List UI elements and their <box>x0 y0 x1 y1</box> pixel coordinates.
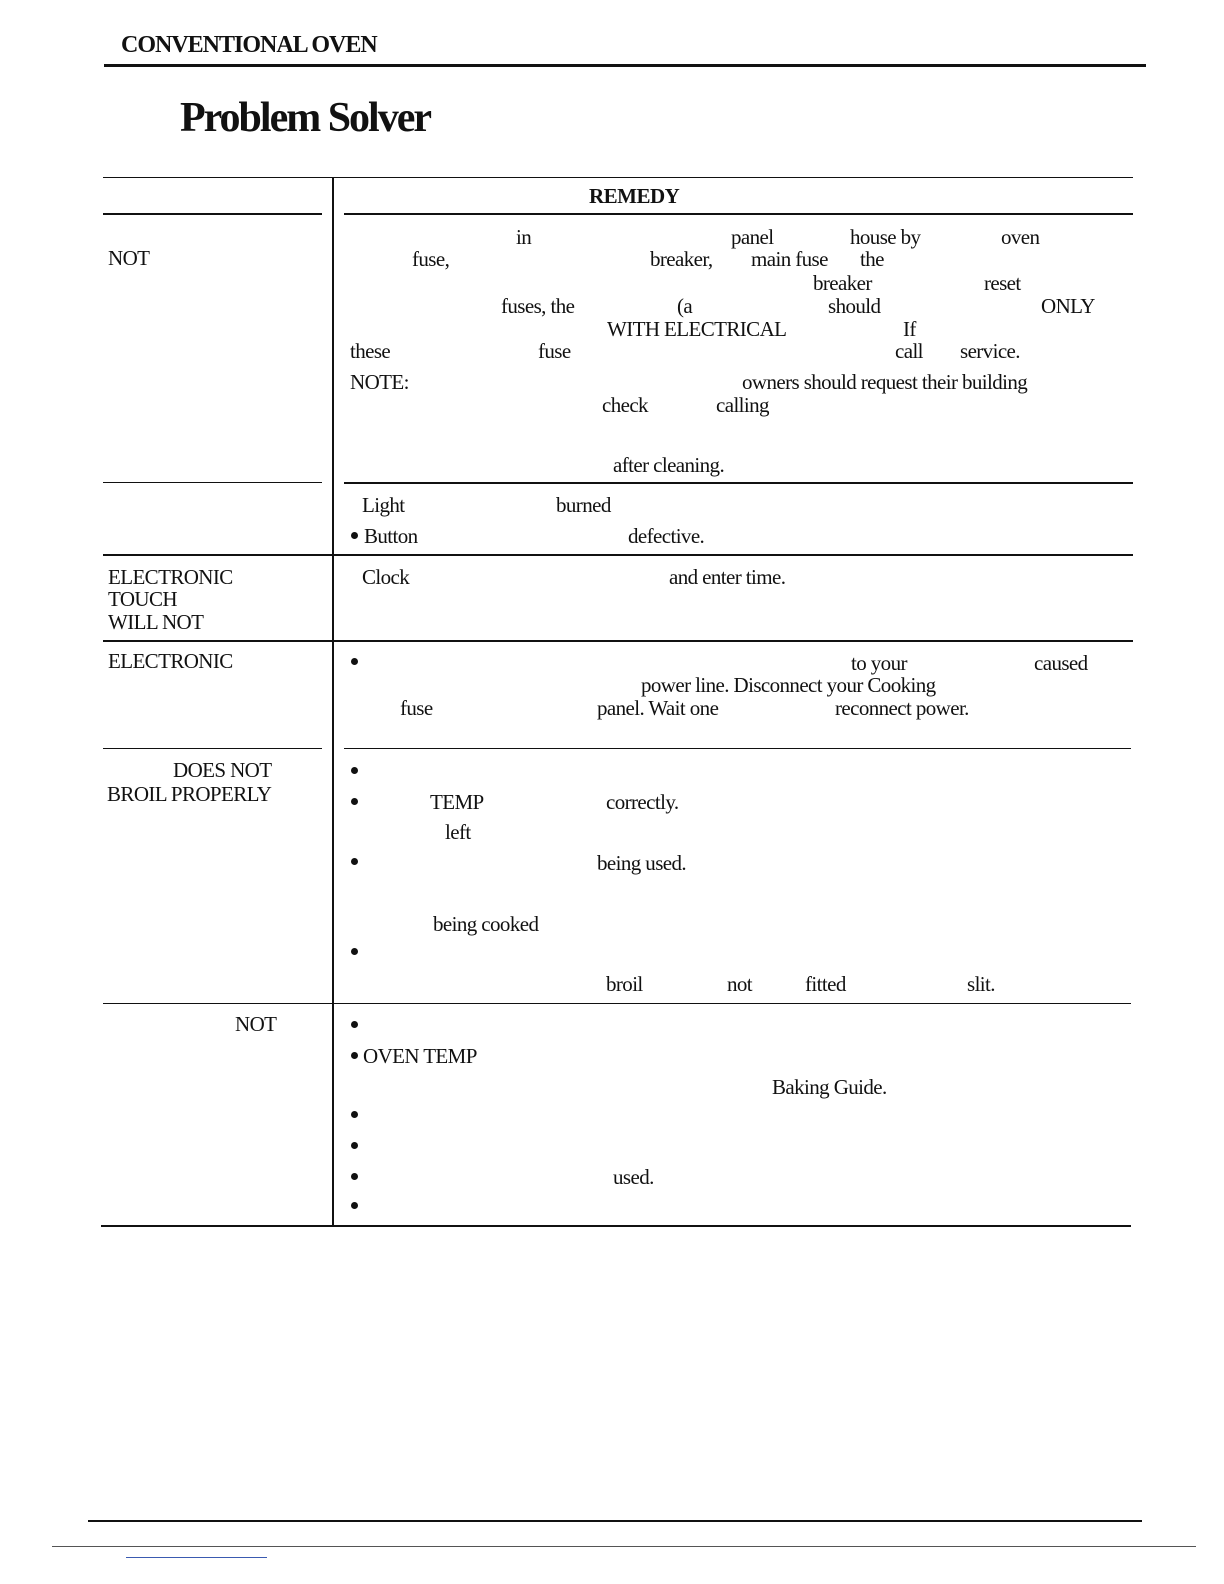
problem-label: ELECTRONIC <box>108 649 233 673</box>
problem-label: WILL NOT <box>108 610 204 634</box>
table-top-rule <box>103 177 1133 178</box>
row-rule-left <box>103 748 322 749</box>
footer-rule <box>88 1520 1142 1522</box>
row-rule-right <box>344 748 1131 749</box>
remedy-word: fuse <box>400 696 433 720</box>
remedy-word: reset <box>984 271 1021 295</box>
remedy-word: fuses, the <box>501 294 575 318</box>
remedy-word: and enter time. <box>669 565 786 589</box>
remedy-word: Baking Guide. <box>772 1075 887 1099</box>
remedy-word: slit. <box>967 972 995 996</box>
remedy-word: WITH ELECTRICAL <box>607 317 787 341</box>
bullet-icon <box>351 532 358 539</box>
bullet-icon <box>351 1021 358 1028</box>
remedy-word: fuse <box>538 339 571 363</box>
remedy-word: If <box>903 317 916 341</box>
remedy-word: ONLY <box>1041 294 1095 318</box>
remedy-word: Clock <box>362 565 410 589</box>
bullet-icon <box>351 1111 358 1118</box>
remedy-word: service. <box>960 339 1020 363</box>
remedy-word: not <box>727 972 753 996</box>
remedy-word: correctly. <box>606 790 679 814</box>
row-rule <box>103 1003 1131 1004</box>
bullet-icon <box>351 858 358 865</box>
page-title: Problem Solver <box>180 95 431 141</box>
problem-label: ELECTRONIC <box>108 565 233 589</box>
footer-accent-rule <box>126 1557 267 1558</box>
remedy-word: check <box>602 393 648 417</box>
bullet-icon <box>351 658 358 665</box>
remedy-word: in <box>516 225 532 249</box>
bullet-icon <box>351 767 358 774</box>
remedy-word: being cooked <box>433 912 539 936</box>
note-label: NOTE: <box>350 370 409 394</box>
remedy-word: TEMP <box>430 790 484 814</box>
remedy-word: used. <box>613 1165 654 1189</box>
remedy-word: the <box>860 247 884 271</box>
remedy-word: breaker <box>813 271 872 295</box>
remedy-word: burned <box>556 493 611 517</box>
remedy-word: breaker, <box>650 247 713 271</box>
bullet-icon <box>351 1052 358 1059</box>
row-rule <box>103 554 1133 556</box>
remedy-word: panel. Wait one <box>597 696 719 720</box>
remedy-word: these <box>350 339 391 363</box>
remedy-word: power line. Disconnect your Cooking <box>641 673 936 697</box>
remedy-word: Light <box>362 493 405 517</box>
remedy-word: panel <box>731 225 774 249</box>
row-rule <box>103 640 1133 642</box>
problem-label: BROIL PROPERLY <box>107 782 272 806</box>
remedy-word: call <box>895 339 923 363</box>
footer-rule-thin <box>52 1546 1196 1547</box>
bullet-icon <box>351 948 358 955</box>
problem-label: NOT <box>108 246 150 270</box>
row-rule-left <box>103 482 322 483</box>
bullet-icon <box>351 1142 358 1149</box>
header-rule <box>104 64 1146 67</box>
remedy-word: being used. <box>597 851 687 875</box>
remedy-word: oven <box>1001 225 1040 249</box>
problem-label: DOES NOT <box>173 758 272 782</box>
table-column-divider <box>332 177 334 1227</box>
section-heading: CONVENTIONAL OVEN <box>121 32 377 58</box>
remedy-word: OVEN TEMP <box>363 1044 477 1068</box>
problem-label: NOT <box>235 1012 277 1036</box>
bullet-icon <box>351 1173 358 1180</box>
table-bottom-rule <box>101 1225 1131 1227</box>
row-rule-right <box>344 482 1133 484</box>
remedy-word: should <box>828 294 881 318</box>
remedy-word: to your <box>851 651 907 675</box>
bullet-icon <box>351 1202 358 1209</box>
remedy-column-header: REMEDY <box>589 184 680 208</box>
remedy-word: Button <box>364 524 418 548</box>
remedy-word: fuse, <box>412 247 450 271</box>
header-rule-left <box>103 213 322 215</box>
bullet-icon <box>351 798 358 805</box>
remedy-word: reconnect power. <box>835 696 969 720</box>
problem-label: TOUCH <box>108 587 177 611</box>
remedy-word: (a <box>677 294 693 318</box>
remedy-word: after cleaning. <box>613 453 725 477</box>
remedy-word: owners should request their building <box>742 370 1028 394</box>
remedy-word: caused <box>1034 651 1088 675</box>
remedy-word: calling <box>716 393 769 417</box>
remedy-word: fitted <box>805 972 846 996</box>
remedy-word: main fuse <box>751 247 828 271</box>
remedy-word: broil <box>606 972 643 996</box>
header-rule-right <box>344 213 1133 215</box>
remedy-word: left <box>445 820 471 844</box>
remedy-word: defective. <box>628 524 705 548</box>
remedy-word: house by <box>850 225 921 249</box>
